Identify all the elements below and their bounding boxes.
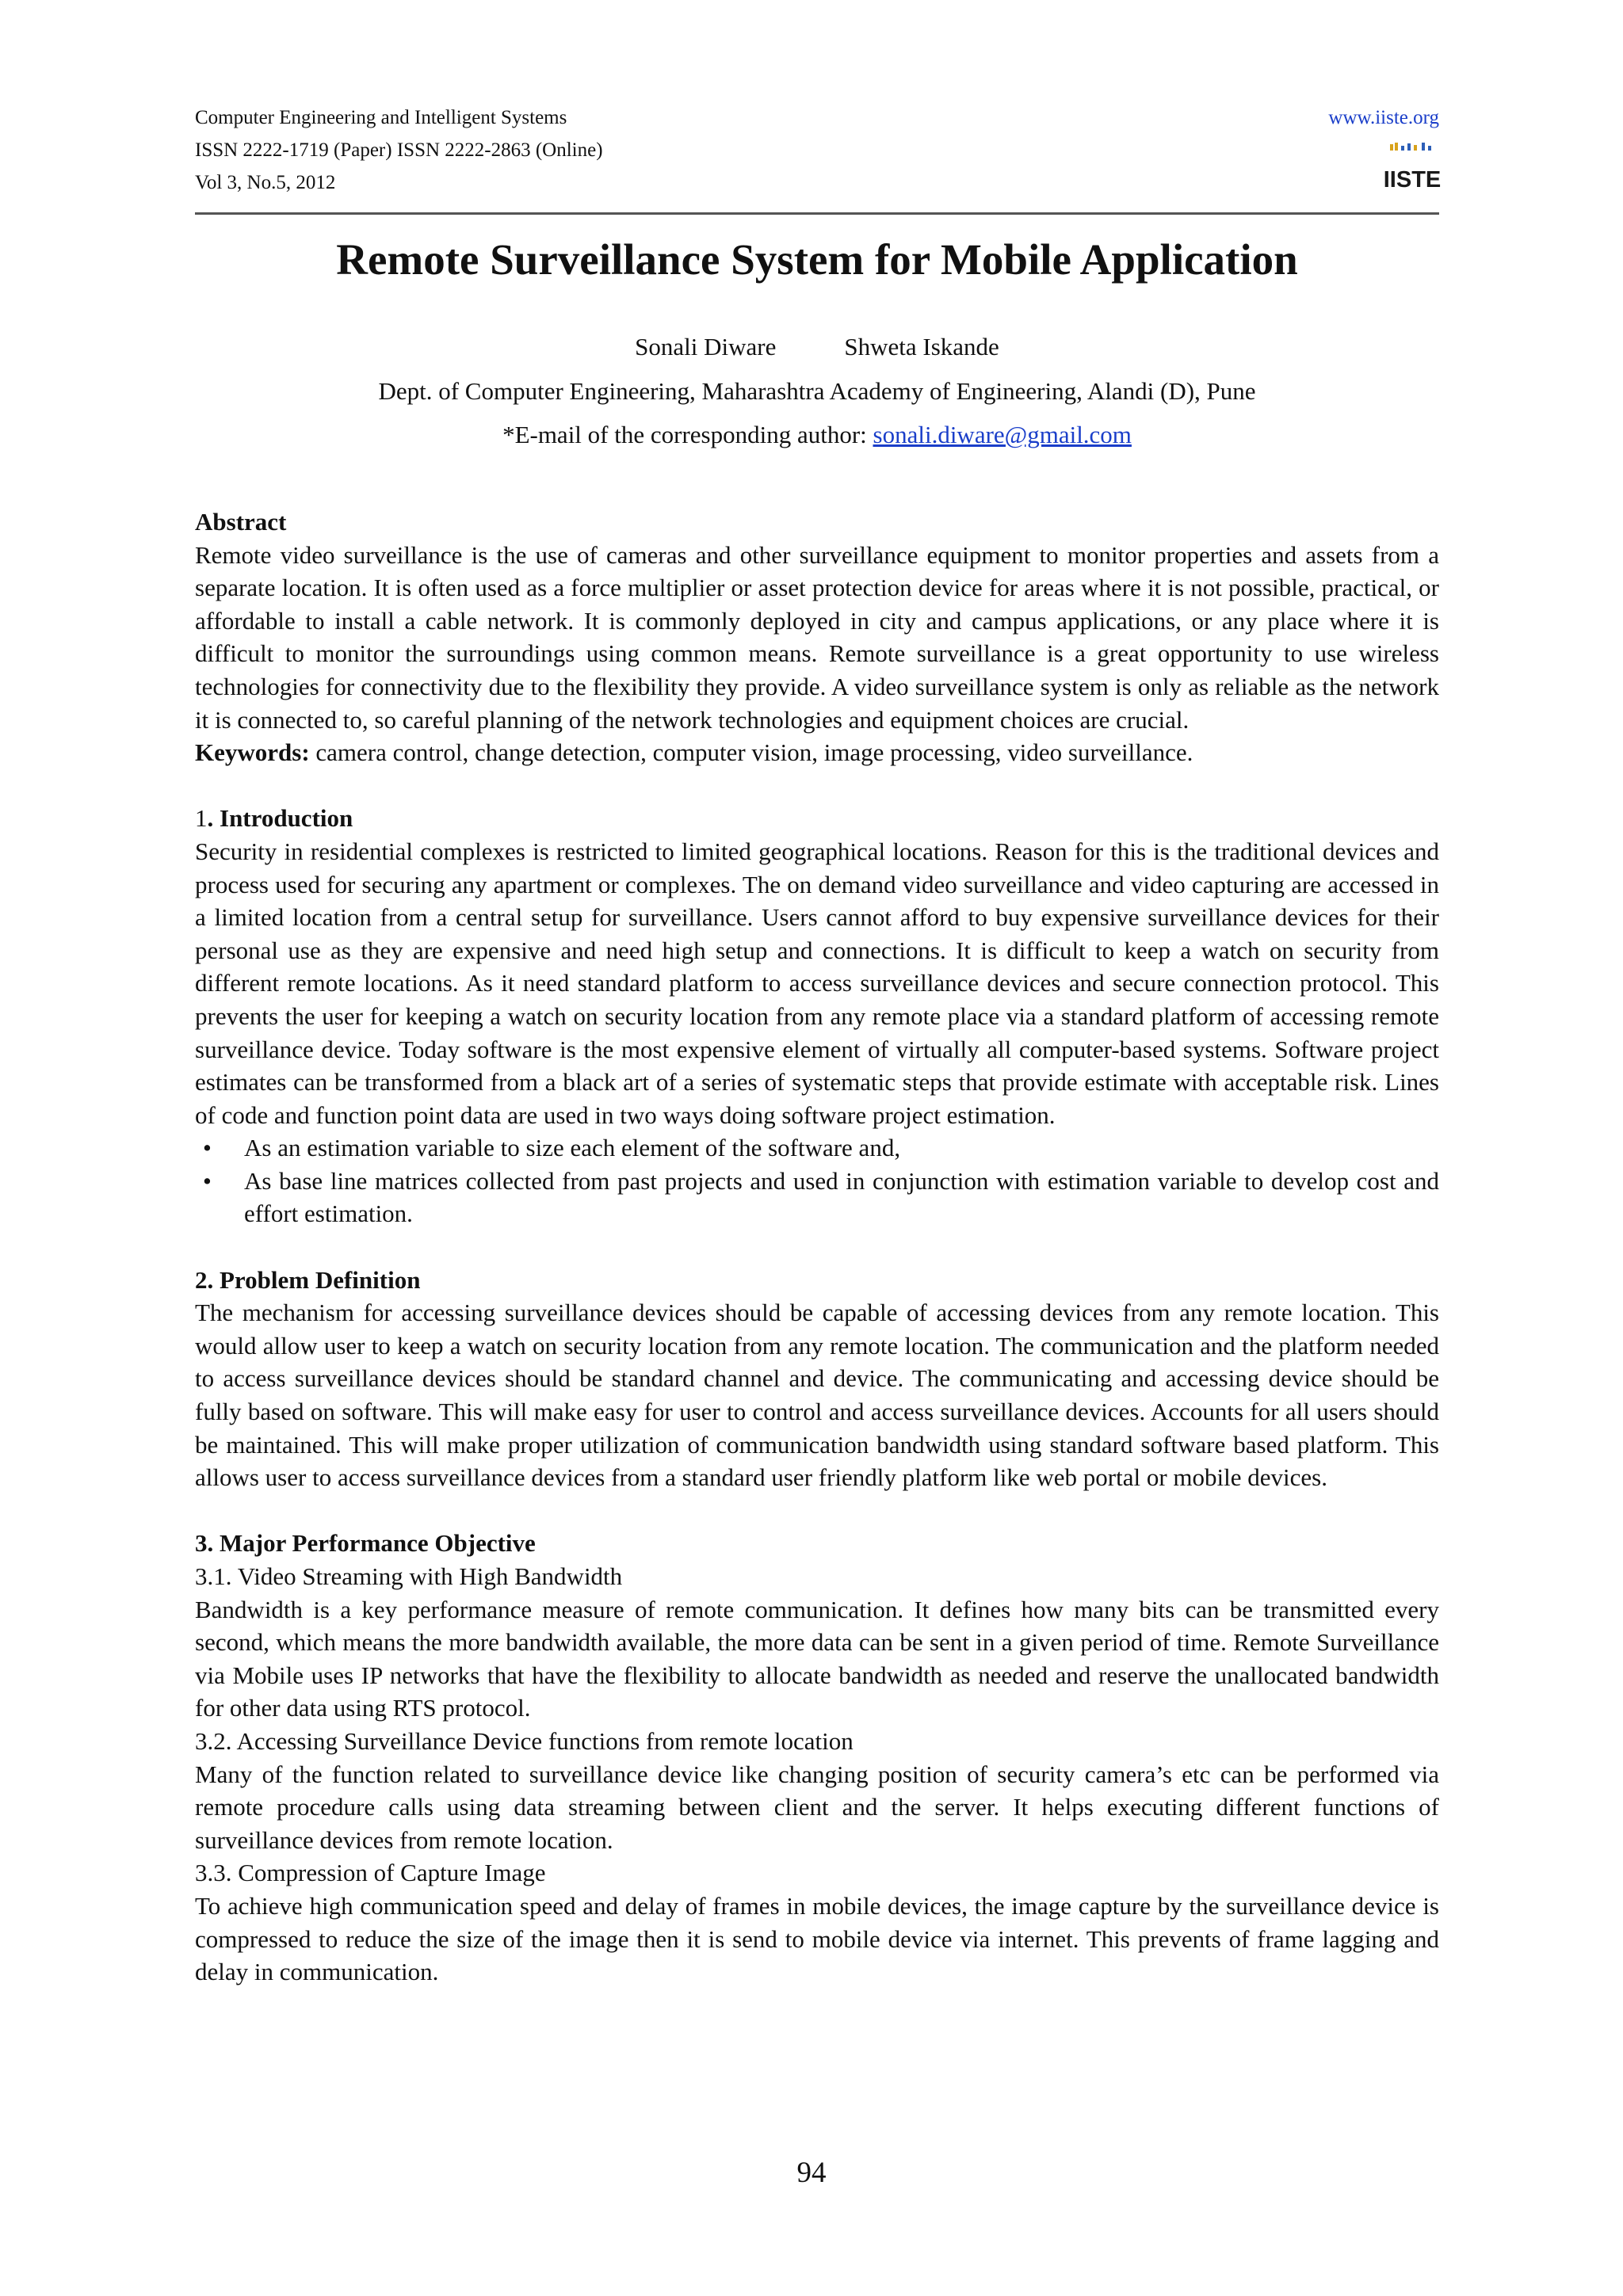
journal-name: Computer Engineering and Intelligent Systems (195, 107, 567, 128)
keywords-label: Keywords: (195, 738, 310, 767)
intro-heading (195, 802, 1439, 835)
header-rule (195, 212, 1439, 215)
bullet-icon: • (203, 1134, 212, 1162)
author-email-link[interactable]: sonali.diware@gmail.com (873, 421, 1132, 448)
logo-text: IISTE (1383, 167, 1442, 193)
author-list (195, 330, 1439, 364)
subsection-heading: 3.3. Compression of Capture Image (195, 1859, 546, 1887)
email-prefix: *E-mail of the corresponding author: (502, 421, 873, 448)
paper-body (195, 505, 1439, 1989)
abstract-text: Remote video surveillance is the use of cameras and other surveillance equipment to monitor properties and assets from a separate location. It is often used as a force multiplier or asset protection device for areas where it is not possible, practical, or affordable to install a cable network. It is commonly deployed in city and campus applications, or any place where it is difficult to monitor the surroundings using common means. Remote surveillance is a great opportunity to use wireless technologies for connectivity due to the flexibility they provide. A video surveillance system is only as reliable as the network it is connected to, so careful planning of the network technologies and equipment choices are crucial. (195, 540, 1439, 734)
subsection-text: To achieve high communication speed and delay of frames in mobile devices, the image capture by the surveillance device is compressed to reduce the size of the image then it is send to mobile device via internet. This prevents of frame lagging and delay in communication. (195, 1891, 1439, 1986)
issn-line: ISSN 2222-1719 (Paper) ISSN 2222-2863 (Online) (195, 139, 603, 161)
volume-line: Vol 3, No.5, 2012 (195, 172, 336, 193)
problem-heading: 2. Problem Definition (195, 1265, 421, 1294)
list-item: • As an estimation variable to size each element of the software and, (195, 1131, 1439, 1165)
running-header (195, 101, 1442, 212)
subsection-heading: 3.2. Accessing Surveillance Device functions from remote location (195, 1726, 854, 1755)
paper-title: Remote Surveillance System for Mobile Application (336, 235, 1298, 284)
subsection-text: Bandwidth is a key performance measure of remote communication. It defines how many bits can be transmitted every second, which means the more bandwidth available, the more data can be sent in a given period of time. Remote Surveillance via Mobile uses IP networks that have the flexibility to allocate bandwidth as needed and reserve the unallocated bandwidth for other data using RTS protocol. (195, 1595, 1439, 1722)
list-item: • As base line matrices collected from past projects and used in conjunction with estimation variable to develop cost and effort estimation. (195, 1165, 1439, 1230)
page-number: 94 (796, 2157, 827, 2189)
intro-bullet-list (195, 1131, 1439, 1230)
corresponding-email-line (195, 418, 1439, 452)
keywords-line (195, 736, 1439, 769)
problem-text: The mechanism for accessing surveillance devices should be capable of accessing devices from any remote location. This would allow user to keep a watch on security location from any remote location. The communication and the platform needed to access surveillance devices should be standard channel and device. The communicating and accessing device should be fully based on software. This will make easy for user to control and access surveillance devices. Accounts for all users should be maintained. This will make proper utilization of communication bandwidth using standard software based platform. This allows user to access surveillance devices from a standard user friendly platform like web portal or mobile devices. (195, 1299, 1439, 1492)
subsection-heading: 3.1. Video Streaming with High Bandwidth (195, 1562, 623, 1590)
affiliation: Dept. of Computer Engineering, Maharashtra Academy of Engineering, Alandi (D), Pune (378, 377, 1256, 405)
keywords-text: camera control, change detection, computer vision, image processing, video surveillance. (309, 738, 1193, 767)
bullet-icon: • (203, 1166, 212, 1195)
abstract-heading: Abstract (195, 508, 287, 536)
journal-url-link[interactable]: www.iiste.org (1328, 107, 1439, 128)
intro-text: Security in residential complexes is restricted to limited geographical locations. Reason for this is the traditional devices and process used for securing any apartment or complexes. The on demand video surveillance and video capturing are accessed in a limited location from a central setup for surveillance. Users cannot afford to buy expensive surveillance devices for their personal use as they are expensive and need high setup and connections. It is difficult to keep a watch on security from different remote locations. As it need standard platform to access surveillance devices and secure connection protocol. This prevents the user for keeping a watch on security location from any remote place via a standard platform of accessing remote surveillance device. Today software is the most expensive element of virtually all computer-based systems. Software project estimates can be transformed from a black art of a series of systematic steps that provide estimate with acceptable risk. Lines of code and function point data are used in two ways doing software project estimation. (195, 837, 1439, 1129)
iiste-logo-icon (1383, 141, 1442, 195)
author-name: Sonali Diware (635, 333, 777, 360)
section-heading-text: . Introduction (207, 804, 353, 833)
subsection-text: Many of the function related to surveillance device like changing position of security camera’s etc can be performed via remote procedure calls using data streaming between client and the server. It helps executing different functions of surveillance devices from remote location. (195, 1760, 1439, 1854)
objective-heading: 3. Major Performance Objective (195, 1529, 536, 1558)
section-number: 1 (195, 804, 208, 833)
author-name: Shweta Iskande (844, 333, 999, 360)
